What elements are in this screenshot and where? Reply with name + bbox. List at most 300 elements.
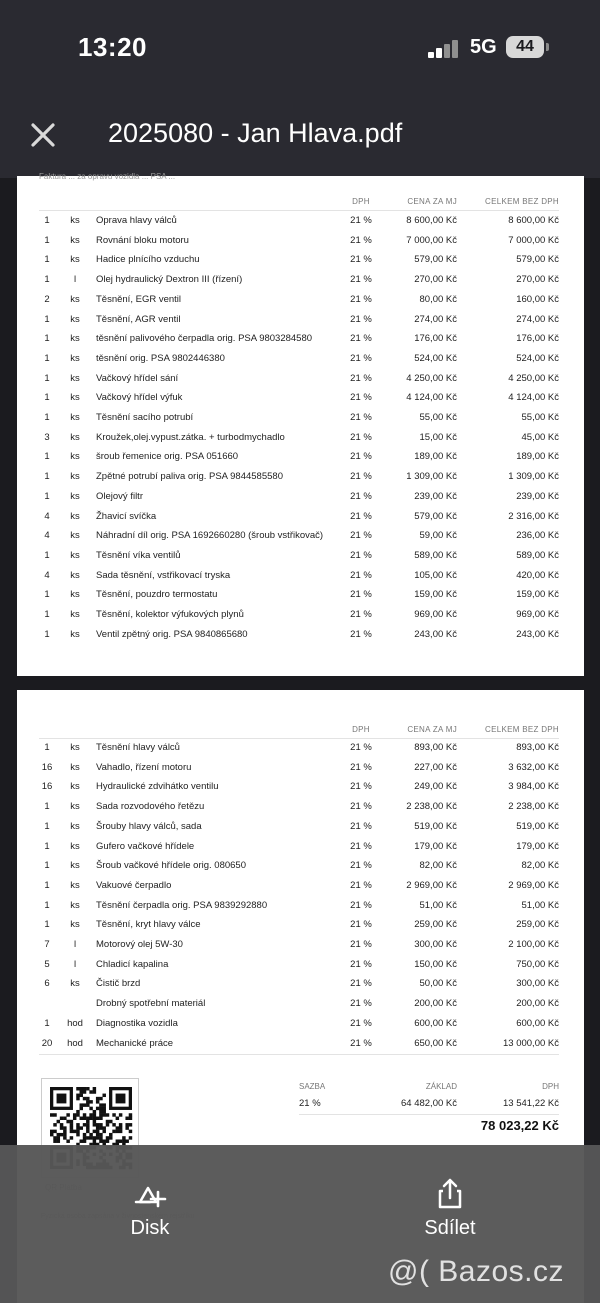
row-unit-price: 274,00 Kč bbox=[414, 313, 457, 325]
row-total: 159,00 Kč bbox=[516, 589, 559, 601]
row-total: 179,00 Kč bbox=[516, 840, 559, 852]
row-description: Kroužek,olej.vypust.zátka. + turbodmychadlo bbox=[96, 431, 285, 443]
row-unit: ks bbox=[70, 392, 80, 404]
row-total: 750,00 Kč bbox=[516, 958, 559, 970]
row-unit-price: 51,00 Kč bbox=[419, 899, 457, 911]
row-unit: ks bbox=[70, 530, 80, 542]
table-row bbox=[17, 294, 584, 312]
row-unit-price: 270,00 Kč bbox=[414, 274, 457, 286]
table-row bbox=[17, 333, 584, 351]
row-quantity: 16 bbox=[41, 761, 53, 773]
row-total: 82,00 Kč bbox=[521, 860, 559, 872]
row-description: těsnění orig. PSA 9802446380 bbox=[96, 352, 225, 364]
row-description: Těsnění, pouzdro termostatu bbox=[96, 589, 218, 601]
row-total: 200,00 Kč bbox=[516, 998, 559, 1010]
row-vat-rate: 21 % bbox=[350, 761, 372, 773]
document-title: 2025080 - Jan Hlava.pdf bbox=[108, 118, 403, 148]
row-description: Mechanické práce bbox=[96, 1037, 174, 1049]
row-unit-price: 59,00 Kč bbox=[419, 530, 457, 542]
row-total: 45,00 Kč bbox=[521, 431, 559, 443]
row-unit-price: 200,00 Kč bbox=[414, 998, 457, 1010]
row-unit-price: 1 309,00 Kč bbox=[406, 471, 457, 483]
row-total: 13 000,00 Kč bbox=[503, 1037, 559, 1049]
row-unit-price: 519,00 Kč bbox=[414, 820, 457, 832]
row-quantity: 1 bbox=[44, 392, 50, 404]
row-description: Vakuové čerpadlo bbox=[96, 879, 172, 891]
row-quantity: 1 bbox=[44, 254, 50, 266]
row-vat-rate: 21 % bbox=[350, 490, 372, 502]
row-description: Těsnění hlavy válců bbox=[96, 742, 180, 753]
summary-base: 64 482,00 Kč bbox=[401, 1098, 457, 1109]
row-description: Šroub vačkové hřídele orig. 080650 bbox=[96, 860, 246, 872]
row-vat-rate: 21 % bbox=[350, 215, 372, 226]
row-total: 600,00 Kč bbox=[516, 1017, 559, 1029]
row-description: Motorový olej 5W-30 bbox=[96, 939, 183, 950]
row-quantity: 2 bbox=[44, 293, 50, 305]
table-divider bbox=[39, 738, 559, 739]
row-description: Žhavicí svíčka bbox=[96, 510, 157, 522]
row-vat-rate: 21 % bbox=[350, 840, 372, 852]
row-unit-price: 600,00 Kč bbox=[414, 1017, 457, 1029]
row-description: Těsnění víka ventilů bbox=[96, 549, 181, 561]
row-vat-rate: 21 % bbox=[350, 978, 372, 990]
row-description: těsnění palivového čerpadla orig. PSA 9803284580 bbox=[96, 333, 313, 345]
row-unit-price: 243,00 Kč bbox=[414, 628, 457, 640]
table-row bbox=[17, 762, 584, 780]
row-total: 236,00 Kč bbox=[516, 530, 559, 542]
row-vat-rate: 21 % bbox=[350, 569, 372, 581]
row-unit: ks bbox=[70, 215, 80, 226]
row-total: 420,00 Kč bbox=[516, 569, 559, 581]
column-price: CENA ZA MJ bbox=[407, 725, 457, 734]
row-description: Vačkový hřídel výfuk bbox=[96, 392, 183, 404]
row-description: Šrouby hlavy válců, sada bbox=[96, 820, 202, 832]
row-total: 300,00 Kč bbox=[516, 978, 559, 990]
row-vat-rate: 21 % bbox=[350, 742, 372, 753]
share-label: Sdílet bbox=[424, 1217, 476, 1239]
row-vat-rate: 21 % bbox=[350, 412, 372, 423]
row-quantity: 4 bbox=[44, 510, 50, 522]
row-vat-rate: 21 % bbox=[350, 352, 372, 364]
row-unit-price: 80,00 Kč bbox=[419, 293, 457, 305]
row-quantity: 1 bbox=[44, 1017, 50, 1029]
row-description: šroub řemenice orig. PSA 051660 bbox=[96, 451, 239, 463]
network-type: 5G bbox=[470, 36, 497, 58]
watermark: @( Bazos.cz bbox=[388, 1255, 564, 1288]
row-vat-rate: 21 % bbox=[350, 589, 372, 601]
row-description: Zpětné potrubí paliva orig. PSA 9844585580 bbox=[96, 471, 283, 483]
row-quantity: 1 bbox=[44, 609, 50, 620]
row-unit-price: 227,00 Kč bbox=[414, 761, 457, 773]
row-unit-price: 179,00 Kč bbox=[414, 840, 457, 852]
row-unit: ks bbox=[70, 293, 80, 305]
table-header bbox=[17, 725, 584, 737]
row-vat-rate: 21 % bbox=[350, 1017, 372, 1029]
row-quantity: 1 bbox=[44, 274, 50, 286]
row-total: 55,00 Kč bbox=[521, 412, 559, 423]
table-divider bbox=[39, 1054, 559, 1055]
row-total: 2 238,00 Kč bbox=[508, 801, 559, 813]
row-unit-price: 150,00 Kč bbox=[414, 958, 457, 970]
row-total: 160,00 Kč bbox=[516, 293, 559, 305]
row-quantity: 6 bbox=[44, 978, 50, 990]
row-vat-rate: 21 % bbox=[350, 392, 372, 404]
row-description: Těsnění sacího potrubí bbox=[96, 412, 194, 423]
disk-label: Disk bbox=[130, 1217, 170, 1239]
row-quantity: 1 bbox=[44, 234, 50, 246]
summary-rate: 21 % bbox=[299, 1098, 321, 1109]
table-row bbox=[17, 880, 584, 898]
row-description: Těsnění čerpadla orig. PSA 9839292880 bbox=[96, 899, 268, 911]
row-vat-rate: 21 % bbox=[350, 1037, 372, 1049]
share-button[interactable] bbox=[375, 1175, 525, 1265]
summary-base-label: ZÁKLAD bbox=[425, 1082, 457, 1091]
row-description: Gufero vačkové hřídele bbox=[96, 840, 195, 852]
row-unit: ks bbox=[70, 589, 80, 601]
row-unit-price: 189,00 Kč bbox=[414, 451, 457, 463]
row-quantity: 1 bbox=[44, 372, 50, 384]
row-description: Olej hydraulický Dextron III (řízení) bbox=[96, 274, 243, 286]
share-icon bbox=[432, 1175, 468, 1211]
row-vat-rate: 21 % bbox=[350, 939, 372, 950]
table-row bbox=[17, 353, 584, 371]
row-unit: ks bbox=[70, 431, 80, 443]
row-vat-rate: 21 % bbox=[350, 998, 372, 1010]
status-bar bbox=[0, 0, 600, 96]
summary-vat: 13 541,22 Kč bbox=[503, 1098, 559, 1109]
row-unit: l bbox=[73, 958, 77, 970]
row-vat-rate: 21 % bbox=[350, 628, 372, 640]
row-unit-price: 259,00 Kč bbox=[414, 919, 457, 931]
row-description: Rovnání bloku motoru bbox=[96, 234, 189, 246]
table-divider bbox=[39, 210, 559, 211]
row-quantity: 1 bbox=[44, 215, 50, 226]
row-unit: ks bbox=[70, 490, 80, 502]
table-row bbox=[17, 235, 584, 253]
row-total: 589,00 Kč bbox=[516, 549, 559, 561]
row-unit: ks bbox=[70, 801, 80, 813]
row-unit-price: 239,00 Kč bbox=[414, 490, 457, 502]
row-unit-price: 300,00 Kč bbox=[414, 939, 457, 950]
row-vat-rate: 21 % bbox=[350, 234, 372, 246]
row-vat-rate: 21 % bbox=[350, 860, 372, 872]
table-row bbox=[17, 781, 584, 799]
row-unit-price: 8 600,00 Kč bbox=[406, 215, 457, 226]
table-row bbox=[17, 412, 584, 430]
row-vat-rate: 21 % bbox=[350, 313, 372, 325]
row-unit-price: 524,00 Kč bbox=[414, 352, 457, 364]
row-quantity: 1 bbox=[44, 628, 50, 640]
row-quantity: 1 bbox=[44, 471, 50, 483]
viewer-header bbox=[0, 96, 600, 181]
row-unit-price: 579,00 Kč bbox=[414, 254, 457, 266]
row-unit-price: 893,00 Kč bbox=[414, 742, 457, 753]
row-vat-rate: 21 % bbox=[350, 293, 372, 305]
row-total: 3 984,00 Kč bbox=[508, 781, 559, 793]
row-unit-price: 2 238,00 Kč bbox=[406, 801, 457, 813]
row-vat-rate: 21 % bbox=[350, 333, 372, 345]
row-unit: ks bbox=[70, 899, 80, 911]
row-description: Těsnění, kolektor výfukových plynů bbox=[96, 609, 244, 620]
row-vat-rate: 21 % bbox=[350, 609, 372, 620]
row-vat-rate: 21 % bbox=[350, 530, 372, 542]
row-unit: l bbox=[73, 939, 77, 950]
row-unit: l bbox=[73, 274, 77, 286]
table-row bbox=[17, 900, 584, 918]
row-description: Ventil zpětný orig. PSA 9840865680 bbox=[96, 628, 248, 640]
row-description: Vačkový hřídel sání bbox=[96, 372, 179, 384]
row-unit-price: 249,00 Kč bbox=[414, 781, 457, 793]
row-quantity: 1 bbox=[44, 313, 50, 325]
row-unit-price: 176,00 Kč bbox=[414, 333, 457, 345]
row-total: 7 000,00 Kč bbox=[508, 234, 559, 246]
row-description: Čistič brzd bbox=[96, 978, 141, 990]
table-row bbox=[17, 998, 584, 1016]
row-quantity: 4 bbox=[44, 530, 50, 542]
save-to-disk-button[interactable] bbox=[75, 1175, 225, 1265]
table-row bbox=[17, 742, 584, 760]
row-description: Těsnění, kryt hlavy válce bbox=[96, 919, 201, 931]
row-quantity: 7 bbox=[44, 939, 50, 950]
page-1-cut-text: Faktura ... za opravu vozidla ... PSA ... bbox=[39, 172, 176, 181]
summary-vat-label: DPH bbox=[542, 1082, 559, 1091]
row-unit: ks bbox=[70, 352, 80, 364]
row-total: 8 600,00 Kč bbox=[508, 215, 559, 226]
row-unit-price: 2 969,00 Kč bbox=[406, 879, 457, 891]
close-icon bbox=[26, 118, 60, 152]
row-total: 176,00 Kč bbox=[516, 333, 559, 345]
row-unit-price: 650,00 Kč bbox=[414, 1037, 457, 1049]
table-row bbox=[17, 1018, 584, 1036]
table-row bbox=[17, 801, 584, 819]
row-description: Diagnostika vozidla bbox=[96, 1017, 178, 1029]
table-row bbox=[17, 570, 584, 588]
row-quantity: 16 bbox=[41, 781, 53, 793]
row-quantity: 1 bbox=[44, 860, 50, 872]
row-total: 4 124,00 Kč bbox=[508, 392, 559, 404]
row-unit-price: 579,00 Kč bbox=[414, 510, 457, 522]
row-description: Drobný spotřební materiál bbox=[96, 998, 206, 1010]
battery-tip bbox=[546, 43, 549, 51]
row-unit: ks bbox=[70, 333, 80, 345]
table-row bbox=[17, 589, 584, 607]
row-vat-rate: 21 % bbox=[350, 919, 372, 931]
status-time: 13:20 bbox=[78, 32, 147, 62]
table-row bbox=[17, 471, 584, 489]
row-unit-price: 969,00 Kč bbox=[414, 609, 457, 620]
row-description: Oprava hlavy válců bbox=[96, 215, 177, 226]
row-unit: ks bbox=[70, 549, 80, 561]
row-unit: ks bbox=[70, 372, 80, 384]
close-button[interactable] bbox=[26, 118, 60, 152]
table-row bbox=[17, 392, 584, 410]
row-description: Náhradní díl orig. PSA 1692660280 (šroub vstřikovač) bbox=[96, 530, 324, 542]
row-unit: ks bbox=[70, 471, 80, 483]
row-unit: ks bbox=[70, 978, 80, 990]
row-description: Těsnění, EGR ventil bbox=[96, 293, 182, 305]
row-quantity: 20 bbox=[41, 1037, 53, 1049]
row-vat-rate: 21 % bbox=[350, 781, 372, 793]
row-vat-rate: 21 % bbox=[350, 958, 372, 970]
row-unit: ks bbox=[70, 254, 80, 266]
row-quantity: 1 bbox=[44, 451, 50, 463]
table-row bbox=[17, 550, 584, 568]
column-total: CELKEM BEZ DPH bbox=[485, 725, 559, 734]
row-quantity: 4 bbox=[44, 569, 50, 581]
table-row bbox=[17, 841, 584, 859]
pdf-page-1[interactable] bbox=[17, 172, 584, 676]
row-unit: ks bbox=[70, 742, 80, 753]
summary-rate-label: SAZBA bbox=[299, 1082, 326, 1091]
table-row bbox=[17, 215, 584, 233]
row-description: Těsnění, AGR ventil bbox=[96, 313, 181, 325]
row-quantity: 5 bbox=[44, 958, 50, 970]
table-row bbox=[17, 609, 584, 627]
row-unit: ks bbox=[70, 628, 80, 640]
row-vat-rate: 21 % bbox=[350, 431, 372, 443]
row-unit: hod bbox=[67, 1017, 83, 1029]
row-vat-rate: 21 % bbox=[350, 820, 372, 832]
row-quantity: 1 bbox=[44, 589, 50, 601]
drive-add-icon bbox=[132, 1175, 168, 1211]
table-row bbox=[17, 432, 584, 450]
row-unit: ks bbox=[70, 510, 80, 522]
row-quantity: 3 bbox=[44, 431, 50, 443]
table-row bbox=[17, 274, 584, 292]
row-vat-rate: 21 % bbox=[350, 274, 372, 286]
row-unit-price: 159,00 Kč bbox=[414, 589, 457, 601]
table-row bbox=[17, 530, 584, 548]
row-quantity: 1 bbox=[44, 549, 50, 561]
row-total: 1 309,00 Kč bbox=[508, 471, 559, 483]
row-total: 2 100,00 Kč bbox=[508, 939, 559, 950]
row-total: 189,00 Kč bbox=[516, 451, 559, 463]
row-unit-price: 4 250,00 Kč bbox=[406, 372, 457, 384]
row-total: 4 250,00 Kč bbox=[508, 372, 559, 384]
row-unit: ks bbox=[70, 313, 80, 325]
row-total: 274,00 Kč bbox=[516, 313, 559, 325]
row-total: 270,00 Kč bbox=[516, 274, 559, 286]
row-quantity: 1 bbox=[44, 899, 50, 911]
row-total: 2 316,00 Kč bbox=[508, 510, 559, 522]
row-unit: ks bbox=[70, 569, 80, 581]
row-description: Hadice plnícího vzduchu bbox=[96, 254, 200, 266]
row-quantity: 1 bbox=[44, 742, 50, 753]
column-dph: DPH bbox=[352, 197, 370, 206]
row-vat-rate: 21 % bbox=[350, 471, 372, 483]
row-total: 259,00 Kč bbox=[516, 919, 559, 931]
row-unit-price: 105,00 Kč bbox=[414, 569, 457, 581]
row-unit-price: 50,00 Kč bbox=[419, 978, 457, 990]
row-unit: ks bbox=[70, 879, 80, 891]
row-description: Sada rozvodového řetězu bbox=[96, 801, 205, 813]
row-description: Olejový filtr bbox=[96, 490, 143, 502]
row-description: Chladicí kapalina bbox=[96, 958, 169, 970]
row-unit-price: 4 124,00 Kč bbox=[406, 392, 457, 404]
row-vat-rate: 21 % bbox=[350, 254, 372, 266]
row-quantity: 1 bbox=[44, 412, 50, 423]
table-row bbox=[17, 491, 584, 509]
table-row bbox=[17, 511, 584, 529]
row-total: 3 632,00 Kč bbox=[508, 761, 559, 773]
summary-divider bbox=[299, 1114, 559, 1115]
row-unit-price: 589,00 Kč bbox=[414, 549, 457, 561]
row-quantity: 1 bbox=[44, 352, 50, 364]
row-total: 239,00 Kč bbox=[516, 490, 559, 502]
row-unit: hod bbox=[67, 1037, 83, 1049]
row-quantity: 1 bbox=[44, 919, 50, 931]
row-unit-price: 7 000,00 Kč bbox=[406, 234, 457, 246]
row-quantity: 1 bbox=[44, 333, 50, 345]
column-dph: DPH bbox=[352, 725, 370, 734]
row-description: Vahadlo, řízení motoru bbox=[96, 761, 192, 773]
grand-total: 78 023,22 Kč bbox=[480, 1118, 559, 1133]
table-row bbox=[17, 978, 584, 996]
row-unit: ks bbox=[70, 451, 80, 463]
row-vat-rate: 21 % bbox=[350, 451, 372, 463]
row-vat-rate: 21 % bbox=[350, 801, 372, 813]
row-unit: ks bbox=[70, 840, 80, 852]
column-total: CELKEM BEZ DPH bbox=[485, 197, 559, 206]
row-unit: ks bbox=[70, 919, 80, 931]
row-total: 893,00 Kč bbox=[516, 742, 559, 753]
row-total: 524,00 Kč bbox=[516, 352, 559, 364]
column-price: CENA ZA MJ bbox=[407, 197, 457, 206]
row-total: 969,00 Kč bbox=[516, 609, 559, 620]
row-quantity: 1 bbox=[44, 879, 50, 891]
signal-strength-icon bbox=[428, 38, 462, 58]
row-unit-price: 15,00 Kč bbox=[419, 431, 457, 443]
row-unit-price: 82,00 Kč bbox=[419, 860, 457, 872]
table-row bbox=[17, 919, 584, 937]
table-header bbox=[17, 197, 584, 209]
table-row bbox=[17, 959, 584, 977]
table-row bbox=[17, 860, 584, 878]
table-row bbox=[17, 629, 584, 647]
table-row bbox=[17, 314, 584, 332]
row-vat-rate: 21 % bbox=[350, 879, 372, 891]
row-unit: ks bbox=[70, 234, 80, 246]
row-unit: ks bbox=[70, 860, 80, 872]
row-vat-rate: 21 % bbox=[350, 372, 372, 384]
row-total: 579,00 Kč bbox=[516, 254, 559, 266]
row-total: 51,00 Kč bbox=[521, 899, 559, 911]
table-row bbox=[17, 254, 584, 272]
row-total: 2 969,00 Kč bbox=[508, 879, 559, 891]
row-total: 519,00 Kč bbox=[516, 820, 559, 832]
row-quantity: 1 bbox=[44, 840, 50, 852]
table-row bbox=[17, 1038, 584, 1056]
row-description: Hydraulické zdvihátko ventilu bbox=[96, 781, 219, 793]
row-unit: ks bbox=[70, 609, 80, 620]
row-vat-rate: 21 % bbox=[350, 899, 372, 911]
row-vat-rate: 21 % bbox=[350, 510, 372, 522]
row-total: 243,00 Kč bbox=[516, 628, 559, 640]
row-quantity: 1 bbox=[44, 820, 50, 832]
table-row bbox=[17, 451, 584, 469]
row-quantity: 1 bbox=[44, 801, 50, 813]
row-quantity: 1 bbox=[44, 490, 50, 502]
row-unit-price: 55,00 Kč bbox=[419, 412, 457, 423]
row-unit: ks bbox=[70, 781, 80, 793]
battery-icon: 44 bbox=[506, 36, 544, 58]
row-unit: ks bbox=[70, 761, 80, 773]
table-row bbox=[17, 821, 584, 839]
row-description: Sada těsnění, vstřikovací tryska bbox=[96, 569, 231, 581]
row-unit: ks bbox=[70, 412, 80, 423]
row-unit: ks bbox=[70, 820, 80, 832]
table-row bbox=[17, 373, 584, 391]
